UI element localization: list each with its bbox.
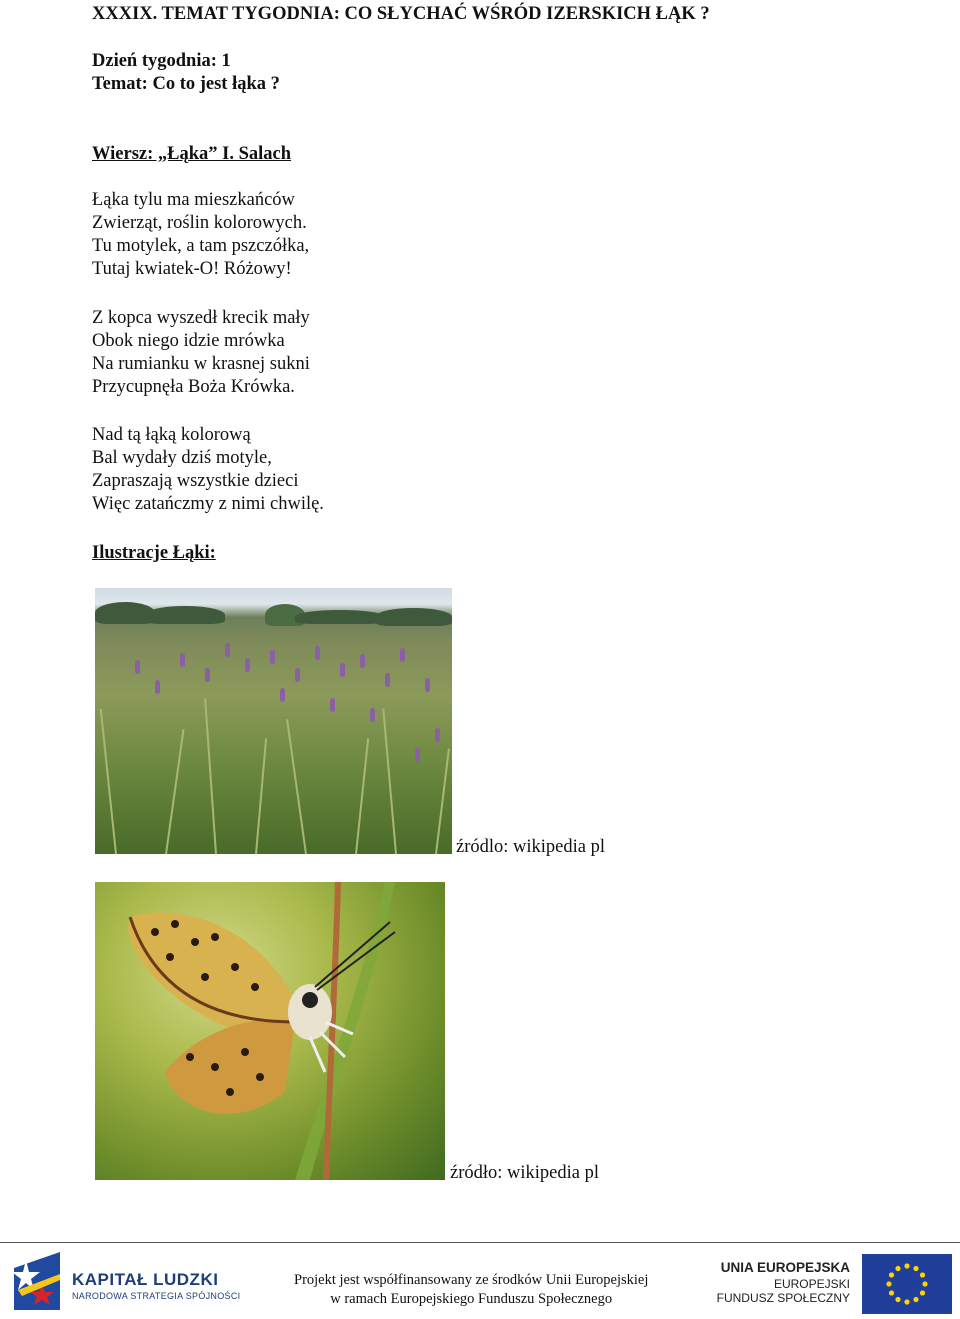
eu-line-1: UNIA EUROPEJSKA: [720, 1260, 850, 1275]
poem-line: Zapraszają wszystkie dzieci: [92, 471, 299, 491]
poem-line: Tutaj kwiatek-O! Różowy!: [92, 259, 292, 279]
butterfly-photo: [95, 882, 445, 1180]
poem-line: Z kopca wyszedł krecik mały: [92, 308, 310, 328]
kapital-ludzki-title: KAPITAŁ LUDZKI: [72, 1270, 219, 1289]
poem-line: Więc zatańczmy z nimi chwilę.: [92, 494, 324, 514]
poem-stanza-3: [92, 424, 324, 516]
poem-line: Na rumianku w krasnej sukni: [92, 354, 310, 374]
topic-label: Temat: Co to jest łąka ?: [92, 74, 280, 94]
poem-line: Nad tą łąką kolorową: [92, 425, 251, 445]
kapital-ludzki-logo: [72, 1270, 240, 1301]
document-title: XXXIX. TEMAT TYGODNIA: CO SŁYCHAĆ WŚRÓD IZERSKICH ŁĄK ?: [92, 4, 710, 24]
eu-flag-icon: [862, 1254, 952, 1319]
poem-line: Obok niego idzie mrówka: [92, 331, 285, 351]
poem-stanza-1: [92, 189, 309, 281]
poem-line: Bal wydały dziś motyle,: [92, 448, 272, 468]
kapital-ludzki-subtitle: NARODOWA STRATEGIA SPÓJNOŚCI: [72, 1291, 241, 1301]
meadow-photo: [95, 588, 452, 854]
poem-line: Zwierząt, roślin kolorowych.: [92, 213, 307, 233]
image-caption: źródło: wikipedia pl: [450, 1163, 599, 1183]
eu-social-fund-label: [717, 1260, 850, 1305]
kapital-ludzki-logo-icon: [12, 1250, 62, 1317]
poem-heading: Wiersz: „Łąka” I. Salach: [92, 144, 292, 164]
eu-line-3: FUNDUSZ SPOŁECZNY: [716, 1291, 850, 1305]
project-funding-line-2: w ramach Europejskiego Funduszu Społecznego: [330, 1291, 613, 1307]
poem-line: Tu motylek, a tam pszczółka,: [92, 236, 310, 256]
eu-line-2: EUROPEJSKI: [773, 1277, 850, 1291]
project-funding-line-1: Projekt jest współfinansowany ze środków Unii Europejskiej: [294, 1272, 649, 1288]
poem-stanza-2: [92, 307, 310, 399]
butterfly-illustration: [95, 882, 445, 1180]
illustrations-heading: Ilustracje Łąki:: [92, 543, 216, 563]
poem-line: Łąka tylu ma mieszkańców: [92, 190, 295, 210]
day-label: Dzień tygodnia: 1: [92, 51, 231, 71]
project-funding-note: [294, 1271, 648, 1309]
image-caption: źródlo: wikipedia pl: [456, 837, 605, 857]
footer-divider: [0, 1242, 960, 1243]
poem-line: Przycupnęła Boża Krówka.: [92, 377, 295, 397]
